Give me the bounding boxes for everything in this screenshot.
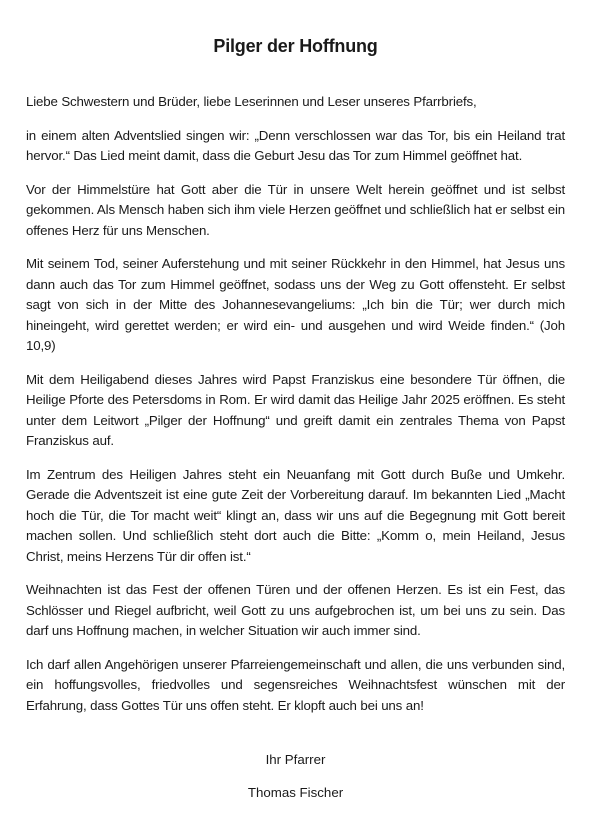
paragraph-5: Im Zentrum des Heiligen Jahres steht ein Neuanfang mit Gott durch Buße und Umkehr. Gerade die Adventszeit ist eine gute Zeit der Vorbereitung darauf. Im bekannten Lied „Macht hoch die Tür, die Tor macht weit“ klingt an, dass wir uns auf die Begegnung mit Gott bereit machen sollen. Und schließlich steht dort auch die Bitte: „Komm o, mein Heiland, Jesus Christ, meins Herzens Tür dir offen ist.“ (26, 466, 565, 564)
paragraph-1: in einem alten Adventslied singen wir: „Denn verschlossen war das Tor, bis ein Heiland trat hervor.“ Das Lied meint damit, dass die Geburt Jesu das Tor zum Himmel geöffnet hat. (26, 127, 565, 163)
paragraph-2: Vor der Himmelstüre hat Gott aber die Tür in unsere Welt herein geöffnet und ist selbst gekommen. Als Mensch haben sich ihm viele Herzen geöffnet und schließlich hat er selbst ein offenes Herz für uns Menschen. (26, 181, 565, 238)
page-title: Pilger der Hoffnung (213, 36, 378, 56)
paragraph-4: Mit dem Heiligabend dieses Jahres wird Papst Franziskus eine besondere Tür öffnen, die Heilige Pforte des Petersdoms in Rom. Er wird damit das Heilige Jahr 2025 eröffnen. Es steht unter dem Leitwort „Pilger der Hoffnung“ und greift damit ein zentrales Thema von Papst Franziskus auf. (26, 371, 565, 448)
salutation: Liebe Schwestern und Brüder, liebe Leserinnen und Leser unseres Pfarrbriefs, (26, 94, 477, 109)
letter-body (26, 92, 565, 729)
paragraph-7: Ich darf allen Angehörigen unserer Pfarreiengemeinschaft und allen, die uns verbunden sind, ein hoffungsvolles, friedvolles und segensreiches Weihnachtsfest wünschen mit der Erfahrung, dass Gottes Tür uns offen steht. Er klopft auch bei uns an! (26, 656, 565, 713)
signature-role: Ihr Pfarrer (265, 752, 326, 767)
signature-name: Thomas Fischer (247, 785, 344, 800)
paragraph-3: Mit seinem Tod, seiner Auferstehung und mit seiner Rückkehr in den Himmel, hat Jesus uns dann auch das Tor zum Himmel geöffnet, sodass uns der Weg zu Gott offensteht. Er selbst sagt von sich in der Mitte des Johannesevangeliums: „Ich bin die Tür; wer durch mich hineingeht, wird gerettet werden; er wird ein- und ausgehen und wird Weide finden.“ (Joh 10,9) (26, 256, 565, 353)
paragraph-6: Weihnachten ist das Fest der offenen Türen und der offenen Herzen. Es ist ein Fest, das Schlösser und Riegel aufbricht, weil Gott zu uns aufgebrochen ist, um bei uns zu sein. Das darf uns Hoffnung machen, in welcher Situation wir auch immer sind. (26, 582, 565, 638)
